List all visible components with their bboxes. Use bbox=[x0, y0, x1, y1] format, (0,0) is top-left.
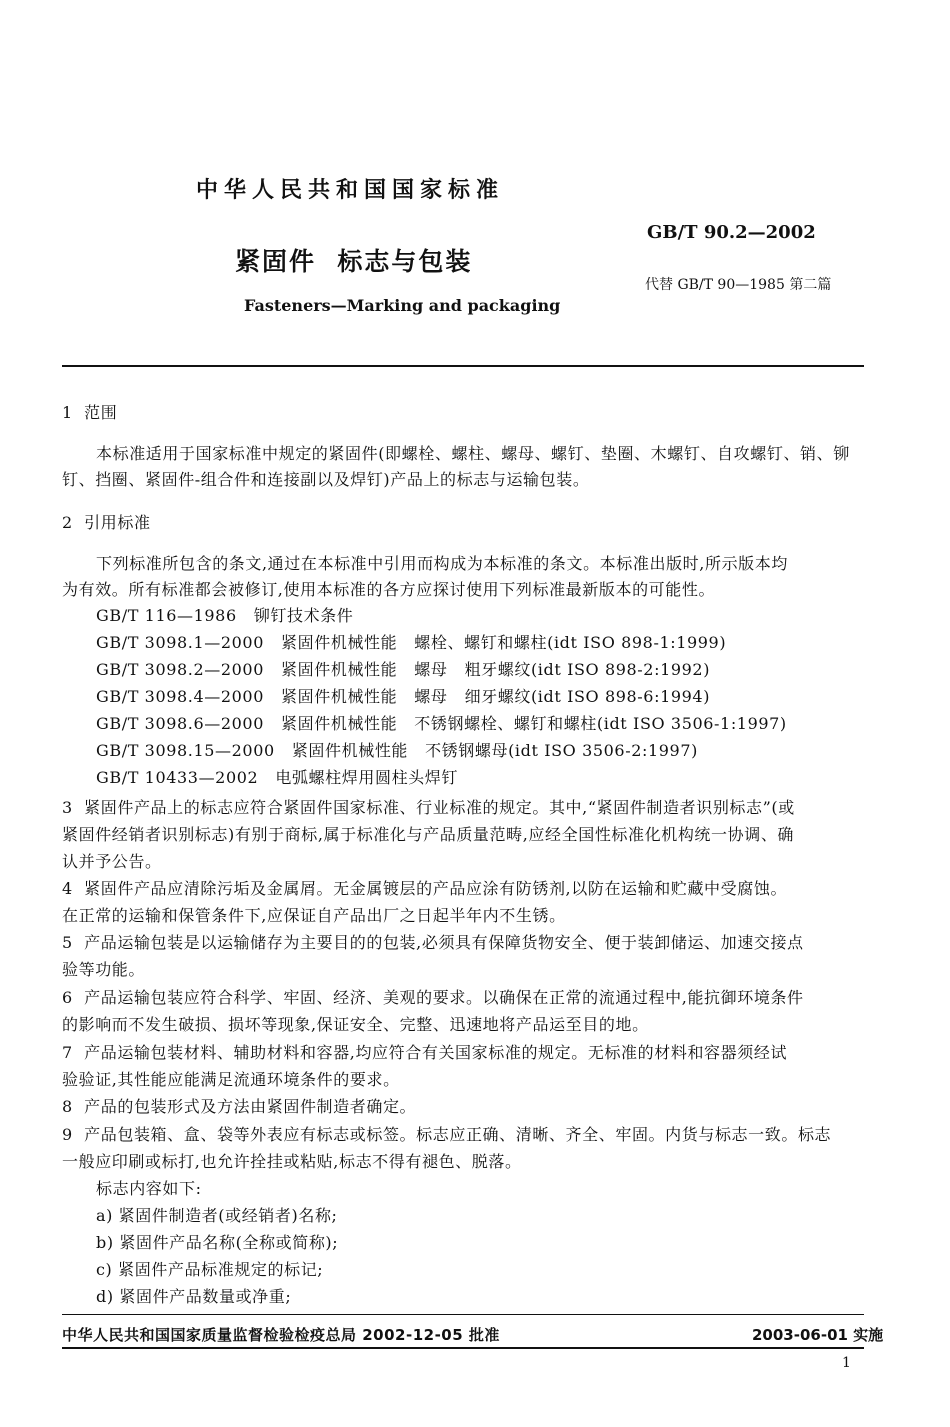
section-6-text: 的影响而不发生破损、损坏等现象,保证安全、完整、迅速地将产品运至目的地。 bbox=[62, 1015, 649, 1034]
section-9-text: 一般应印刷或标打,也允许拴挂或粘贴,标志不得有褪色、脱落。 bbox=[62, 1152, 522, 1171]
section-7-text: 验验证,其性能应能满足流通环境条件的要求。 bbox=[62, 1070, 400, 1089]
section-8-text: 8 产品的包装形式及方法由紧固件制造者确定。 bbox=[62, 1097, 417, 1116]
issuer: 中华人民共和国国家质量监督检验检疫总局 2002-12-05 批准 bbox=[62, 1326, 500, 1344]
reference-item: GB/T 3098.2—2000 紧固件机械性能 螺母 粗牙螺纹(idt ISO 898-2:1992) bbox=[96, 660, 711, 679]
section-4-text: 4 紧固件产品应清除污垢及金属屑。无金属镀层的产品应涂有防锈剂,以防在运输和贮藏中受腐蚀。 bbox=[62, 879, 788, 898]
marking-item: d) 紧固件产品数量或净重; bbox=[96, 1287, 292, 1306]
section-4-text: 在正常的运输和保管条件下,应保证自产品出厂之日起半年内不生锈。 bbox=[62, 906, 566, 925]
footer-bottom-rule bbox=[62, 1347, 864, 1349]
section-3-text: 紧固件经销者识别标志)有别于商标,属于标准化与产品质量范畴,应经全国性标准化机构统一协调、确 bbox=[62, 825, 795, 844]
standard-code: GB/T 90.2—2002 bbox=[647, 222, 816, 243]
section-5-text: 5 产品运输包装是以运输储存为主要目的的包装,必须具有保障货物安全、便于装卸储运、加速交接点 bbox=[62, 933, 804, 952]
section-2-text: 下列标准所包含的条文,通过在本标准中引用而构成为本标准的条文。本标准出版时,所示版本均 bbox=[96, 554, 788, 573]
section-1-text: 本标准适用于国家标准中规定的紧固件(即螺栓、螺柱、螺母、螺钉、垫圈、木螺钉、自攻螺钉、销、铆 bbox=[96, 444, 850, 463]
section-2-text: 为有效。所有标准都会被修订,使用本标准的各方应探讨使用下列标准最新版本的可能性。 bbox=[62, 580, 716, 599]
marking-item: a) 紧固件制造者(或经销者)名称; bbox=[96, 1206, 338, 1225]
section-1-text: 钉、挡圈、紧固件-组合件和连接副以及焊钉)产品上的标志与运输包装。 bbox=[62, 470, 590, 489]
document-title-cn: 紧固件 标志与包装 bbox=[235, 247, 473, 276]
section-6-text: 6 产品运输包装应符合科学、牢固、经济、美观的要求。以确保在正常的流通过程中,能抗御环境条件 bbox=[62, 988, 804, 1007]
header-divider bbox=[62, 365, 864, 367]
section-5-text: 验等功能。 bbox=[62, 960, 146, 979]
replaces-note: 代替 GB/T 90—1985 第二篇 bbox=[645, 277, 832, 293]
marking-intro: 标志内容如下: bbox=[96, 1179, 202, 1198]
document-title-en: Fasteners—Marking and packaging bbox=[244, 296, 561, 315]
section-7-text: 7 产品运输包装材料、辅助材料和容器,均应符合有关国家标准的规定。无标准的材料和容器须经试 bbox=[62, 1043, 788, 1062]
reference-item: GB/T 116—1986 铆钉技术条件 bbox=[96, 606, 354, 625]
reference-item: GB/T 3098.4—2000 紧固件机械性能 螺母 细牙螺纹(idt ISO 898-6:1994) bbox=[96, 687, 711, 706]
footer-divider bbox=[62, 1314, 864, 1315]
national-standard-label: 中华人民共和国国家标准 bbox=[196, 178, 505, 203]
section-9-text: 9 产品包装箱、盒、袋等外表应有标志或标签。标志应正确、清晰、齐全、牢固。内货与标志一致。标志 bbox=[62, 1125, 832, 1144]
section-1-heading: 1 范围 bbox=[62, 403, 118, 422]
reference-item: GB/T 3098.15—2000 紧固件机械性能 不锈钢螺母(idt ISO 3506-2:1997) bbox=[96, 741, 698, 760]
section-3-text: 3 紧固件产品上的标志应符合紧固件国家标准、行业标准的规定。其中,“紧固件制造者识别标志”(或 bbox=[62, 798, 795, 817]
marking-item: c) 紧固件产品标准规定的标记; bbox=[96, 1260, 324, 1279]
page-number: 1 bbox=[842, 1355, 851, 1371]
effective-date: 2003-06-01 实施 bbox=[752, 1326, 884, 1344]
reference-item: GB/T 3098.6—2000 紧固件机械性能 不锈钢螺栓、螺钉和螺柱(idt ISO 3506-1:1997) bbox=[96, 714, 787, 733]
section-2-heading: 2 引用标准 bbox=[62, 513, 151, 532]
reference-item: GB/T 10433—2002 电弧螺柱焊用圆柱头焊钉 bbox=[96, 768, 458, 787]
reference-item: GB/T 3098.1—2000 紧固件机械性能 螺栓、螺钉和螺柱(idt ISO 898-1:1999) bbox=[96, 633, 727, 652]
section-3-text: 认并予公告。 bbox=[62, 852, 162, 871]
marking-item: b) 紧固件产品名称(全称或简称); bbox=[96, 1233, 339, 1252]
